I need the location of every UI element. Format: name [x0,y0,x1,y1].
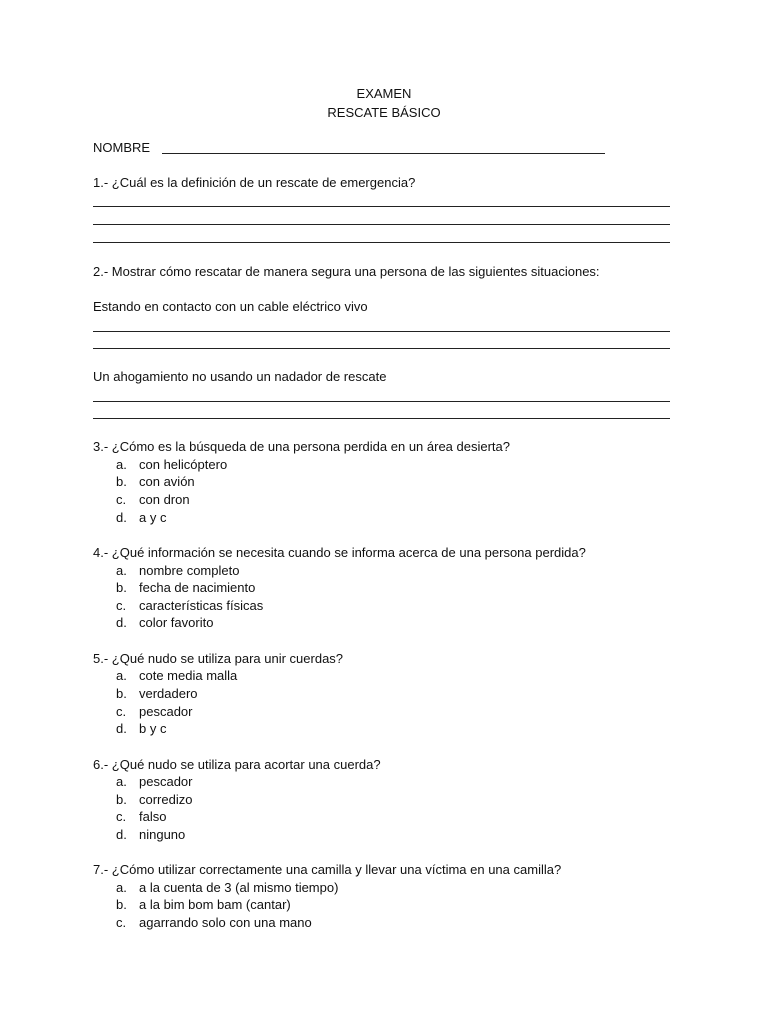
question-3: 3.- ¿Cómo es la búsqueda de una persona perdida en un área desierta? [93,439,511,454]
option[interactable]: b. con avión [116,474,195,489]
answer-line[interactable] [93,242,670,243]
option[interactable]: b. a la bim bom bam (cantar) [116,897,291,912]
question-5: 5.- ¿Qué nudo se utiliza para unir cuerdas? [93,651,344,666]
option[interactable]: d. b y c [116,721,167,736]
option[interactable]: b. corredizo [116,792,193,807]
answer-line[interactable] [93,418,670,419]
situation-1: Estando en contacto con un cable eléctrico vivo [93,299,368,314]
option[interactable]: d. ninguno [116,827,186,842]
question-6: 6.- ¿Qué nudo se utiliza para acortar una cuerda? [93,757,381,772]
option[interactable]: a. con helicóptero [116,457,228,472]
option[interactable]: a. a la cuenta de 3 (al mismo tiempo) [116,880,339,895]
option[interactable]: c. falso [116,809,167,824]
option[interactable]: c. agarrando solo con una mano [116,915,312,930]
question-7: 7.- ¿Cómo utilizar correctamente una camilla y llevar una víctima en una camilla? [93,862,562,877]
answer-line[interactable] [93,331,670,332]
name-answer-line[interactable] [162,153,605,154]
answer-line[interactable] [93,206,670,207]
option[interactable]: c. con dron [116,492,190,507]
question-4: 4.- ¿Qué información se necesita cuando se informa acerca de una persona perdida? [93,545,586,560]
exam-title: EXAMEN [356,86,412,101]
answer-line[interactable] [93,348,670,349]
option[interactable]: a. nombre completo [116,563,240,578]
exam-subtitle: RESCATE BÁSICO [327,105,441,120]
option[interactable]: d. a y c [116,510,167,525]
name-label: NOMBRE [93,140,151,155]
question-1: 1.- ¿Cuál es la definición de un rescate de emergencia? [93,175,416,190]
answer-line[interactable] [93,224,670,225]
question-2: 2.- Mostrar cómo rescatar de manera segura una persona de las siguientes situaciones: [93,264,600,279]
option[interactable]: c. características físicas [116,598,264,613]
option[interactable]: c. pescador [116,704,193,719]
answer-line[interactable] [93,401,670,402]
option[interactable]: a. pescador [116,774,193,789]
situation-2: Un ahogamiento no usando un nadador de rescate [93,369,387,384]
option[interactable]: a. cote media malla [116,668,238,683]
option[interactable]: d. color favorito [116,615,214,630]
option[interactable]: b. verdadero [116,686,198,701]
option[interactable]: b. fecha de nacimiento [116,580,256,595]
